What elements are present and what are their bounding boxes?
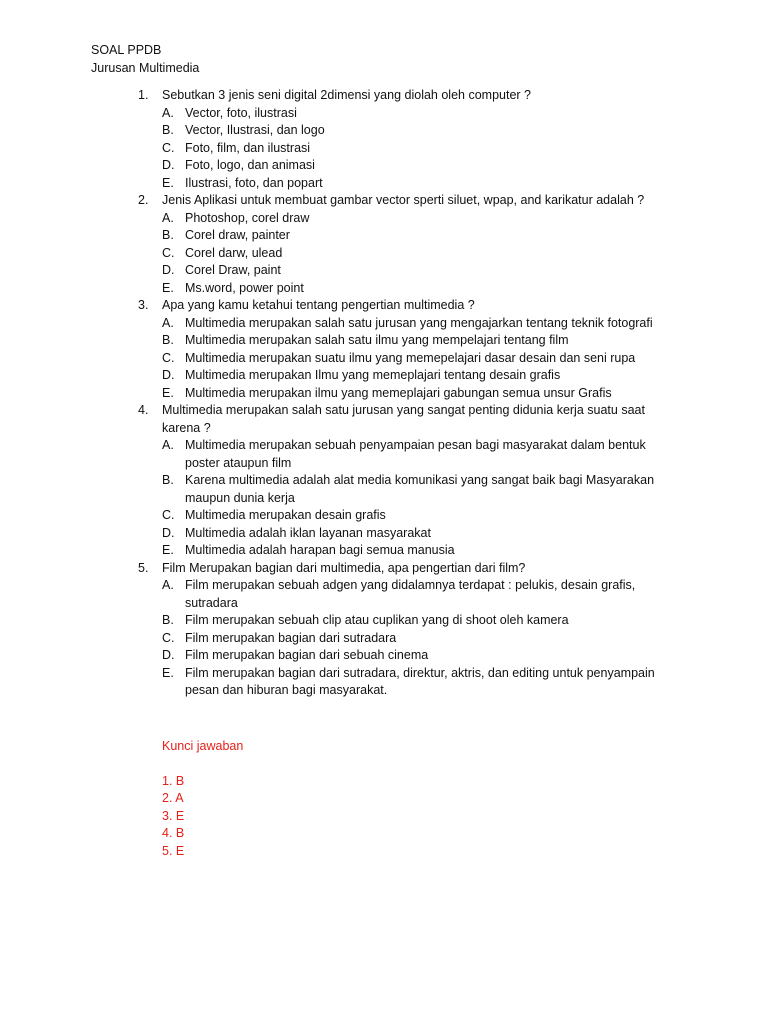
option-letter: D.	[162, 263, 175, 277]
option-item	[0, 315, 768, 333]
option-letter: D.	[162, 158, 175, 172]
question-number: 1.	[138, 88, 149, 102]
option-letter: C.	[162, 245, 175, 260]
document-subtitle: Jurusan Multimedia	[91, 60, 200, 75]
option-text: Corel darw, ulead	[185, 245, 283, 260]
option-letter: C.	[162, 140, 175, 155]
option-item	[0, 577, 768, 612]
option-item	[0, 332, 768, 350]
option-text: Multimedia merupakan salah satu ilmu yang mempelajari tentang film	[185, 333, 569, 347]
question-number: 5.	[138, 560, 149, 575]
option-item	[0, 647, 768, 665]
option-text: Karena multimedia adalah alat media komunikasi yang sangat baik bagi Masyarakan maupun dunia kerja	[185, 473, 655, 505]
option-letter: B.	[162, 473, 174, 487]
option-text: Multimedia merupakan salah satu jurusan yang mengajarkan tentang teknik fotografi	[185, 315, 653, 330]
option-letter: E.	[162, 175, 174, 190]
question-number: 4.	[138, 403, 149, 417]
question-list	[0, 87, 768, 700]
question-text: Multimedia merupakan salah satu jurusan yang sangat penting didunia kerja suatu saat karena ?	[162, 403, 645, 435]
option-item	[0, 630, 768, 648]
question-4	[0, 402, 768, 560]
option-text: Foto, film, dan ilustrasi	[185, 140, 311, 155]
option-letter: E.	[162, 543, 174, 557]
option-letter: D.	[162, 525, 175, 540]
question-5	[0, 560, 768, 700]
option-letter: E.	[162, 665, 174, 680]
option-letter: E.	[162, 280, 174, 295]
option-item	[0, 210, 768, 228]
option-letter: D.	[162, 648, 175, 662]
option-item	[0, 437, 768, 472]
question-number: 2.	[138, 193, 149, 207]
option-text: Ms.word, power point	[185, 280, 304, 295]
answer-key-item: 5. E	[162, 843, 185, 858]
option-letter: A.	[162, 210, 174, 225]
option-text: Foto, logo, dan animasi	[185, 158, 315, 172]
option-item	[0, 507, 768, 525]
question-text: Sebutkan 3 jenis seni digital 2dimensi yang diolah oleh computer ?	[162, 88, 531, 102]
option-letter: C.	[162, 350, 175, 365]
question-3	[0, 297, 768, 402]
option-text: Vector, foto, ilustrasi	[185, 105, 297, 120]
option-letter: A.	[162, 105, 174, 120]
option-letter: A.	[162, 315, 174, 330]
option-item	[0, 280, 768, 298]
option-letter: A.	[162, 578, 174, 592]
question-2	[0, 192, 768, 297]
option-item	[0, 262, 768, 280]
answer-key-list	[162, 773, 243, 861]
option-letter: B.	[162, 228, 174, 242]
option-letter: C.	[162, 508, 175, 522]
option-text: Multimedia merupakan ilmu yang memeplajari gabungan semua unsur Grafis	[185, 385, 612, 400]
option-list	[0, 577, 768, 700]
option-text: Multimedia adalah harapan bagi semua manusia	[185, 543, 455, 557]
option-letter: D.	[162, 368, 175, 382]
option-letter: B.	[162, 123, 174, 137]
option-text: Multimedia merupakan desain grafis	[185, 508, 386, 522]
option-item	[0, 122, 768, 140]
question-1	[0, 87, 768, 192]
option-text: Multimedia merupakan Ilmu yang memeplajari tentang desain grafis	[185, 368, 561, 382]
option-text: Corel Draw, paint	[185, 263, 281, 277]
option-text: Film merupakan bagian dari sutradara	[185, 630, 397, 645]
document-header	[91, 42, 199, 77]
answer-key-item: 3. E	[162, 808, 185, 823]
option-item	[0, 227, 768, 245]
option-list	[0, 437, 768, 560]
option-text: Photoshop, corel draw	[185, 210, 310, 225]
answer-key-item: 2. A	[162, 791, 184, 805]
option-text: Film merupakan bagian dari sebuah cinema	[185, 648, 429, 662]
question-text: Film Merupakan bagian dari multimedia, apa pengertian dari film?	[162, 560, 526, 575]
option-letter: E.	[162, 385, 174, 400]
option-item	[0, 350, 768, 368]
option-item	[0, 472, 768, 507]
option-item	[0, 175, 768, 193]
option-text: Multimedia merupakan suatu ilmu yang memepelajari dasar desain dan seni rupa	[185, 350, 636, 365]
option-text: Corel draw, painter	[185, 228, 290, 242]
option-letter: B.	[162, 613, 174, 627]
option-item	[0, 367, 768, 385]
option-item	[0, 105, 768, 123]
option-item	[0, 525, 768, 543]
option-item	[0, 612, 768, 630]
answer-key-item: 1. B	[162, 773, 185, 788]
question-number: 3.	[138, 298, 149, 312]
answer-key	[162, 738, 243, 860]
option-item	[0, 542, 768, 560]
option-item	[0, 245, 768, 263]
option-item	[0, 157, 768, 175]
option-text: Multimedia merupakan sebuah penyampaian pesan bagi masyarakat dalam bentuk poster ataupun film	[185, 438, 646, 470]
question-text: Jenis Aplikasi untuk membuat gambar vector sperti siluet, wpap, and karikatur adalah ?	[162, 193, 645, 207]
option-text: Multimedia adalah iklan layanan masyarakat	[185, 525, 431, 540]
option-text: Film merupakan sebuah adgen yang didalamnya terdapat : pelukis, desain grafis, sutradara	[185, 578, 636, 610]
document-title: SOAL PPDB	[91, 43, 162, 57]
option-list	[0, 210, 768, 298]
option-list	[0, 315, 768, 403]
option-item	[0, 665, 768, 700]
option-text: Ilustrasi, foto, dan popart	[185, 175, 323, 190]
option-text: Vector, Ilustrasi, dan logo	[185, 123, 325, 137]
option-item	[0, 140, 768, 158]
question-text: Apa yang kamu ketahui tentang pengertian multimedia ?	[162, 298, 475, 312]
option-text: Film merupakan bagian dari sutradara, direktur, aktris, dan editing untuk penyampain pesan dan hiburan bagi masyarakat.	[185, 665, 655, 697]
option-item	[0, 385, 768, 403]
option-text: Film merupakan sebuah clip atau cuplikan yang di shoot oleh kamera	[185, 613, 569, 627]
option-letter: B.	[162, 333, 174, 347]
option-list	[0, 105, 768, 193]
option-letter: C.	[162, 630, 175, 645]
answer-key-item: 4. B	[162, 826, 185, 840]
option-letter: A.	[162, 438, 174, 452]
answer-key-title: Kunci jawaban	[162, 739, 244, 753]
